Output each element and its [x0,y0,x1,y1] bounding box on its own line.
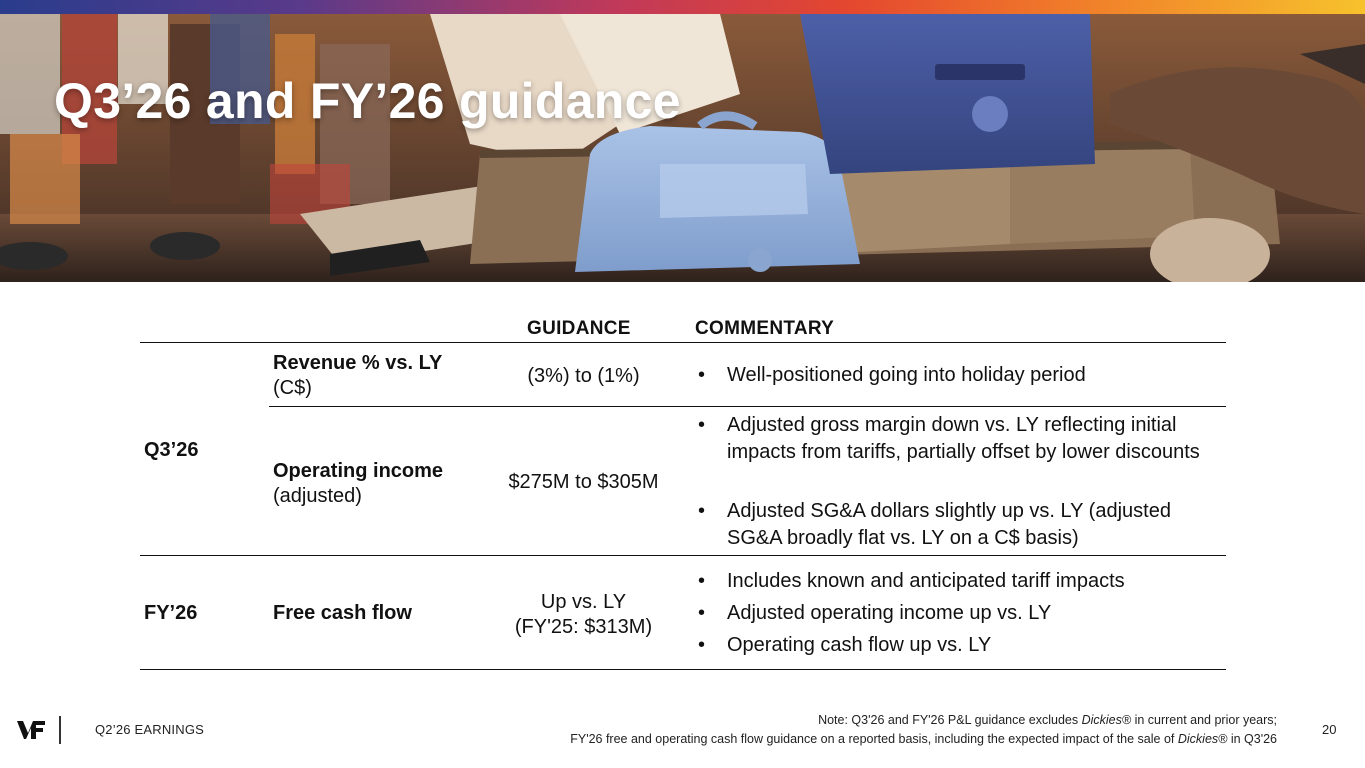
commentary-text: Operating cash flow up vs. LY [727,634,992,656]
page-number: 20 [1322,722,1337,737]
metric-operating-income-label: Operating income [273,460,444,482]
bullet-dot: • [698,414,706,436]
footnote-line-2: FY'26 free and operating cash flow guidance on a reported basis, including the expected impact of the sale of Dickies® in Q3'26 [570,732,1277,746]
bullet-dot: • [698,500,706,522]
footnote-line-1: Note: Q3'26 and FY'26 P&L guidance excludes Dickies® in current and prior years; [818,713,1277,727]
header-guidance: GUIDANCE [527,318,631,339]
header-divider [140,342,1226,343]
metric-operating-income-sub: (adjusted) [273,485,362,507]
footer-separator [59,716,61,744]
section-divider [140,555,1226,556]
commentary-text: Includes known and anticipated tariff impacts [727,570,1125,592]
bullet-dot: • [698,570,706,592]
footer-section-label: Q2’26 EARNINGS [95,722,205,737]
metric-operating-income [273,459,503,509]
vf-logo-icon [16,718,46,742]
row-divider [269,406,1226,407]
bullet-dot: • [698,634,706,656]
market-scene-illustration [0,14,1365,282]
guidance-operating-income: $275M to $305M [508,471,659,493]
commentary-text: Adjusted gross margin down vs. LY reflecting initial impacts from tariffs, partially offset by lower discounts [727,414,1200,463]
bullet-dot: • [698,364,706,386]
metric-revenue-sub: (C$) [273,377,312,399]
commentary-text: Adjusted operating income up vs. LY [727,602,1052,624]
page-title: Q3’26 and FY’26 guidance [54,73,681,129]
brand-gradient-bar [0,0,1365,14]
table-bottom-border [140,669,1226,670]
commentary-text: Adjusted SG&A dollars slightly up vs. LY (adjusted SG&A broadly flat vs. LY on a C$ basis) [727,500,1171,549]
period-fy: FY’26 [144,602,198,624]
metric-revenue-label: Revenue % vs. LY [273,352,443,374]
guidance-free-cash-flow [496,590,671,640]
header-commentary: COMMENTARY [695,318,835,339]
footnote [477,711,1277,749]
metric-free-cash-flow: Free cash flow [273,602,412,624]
metric-revenue [273,351,503,401]
bullet-dot: • [698,602,706,624]
guidance-fcf-line1: Up vs. LY [540,591,627,613]
guidance-fcf-line2: (FY'25: $313M) [514,616,653,638]
hero-image [0,14,1365,282]
guidance-revenue: (3%) to (1%) [527,365,640,387]
period-q3: Q3’26 [144,439,199,461]
commentary-text: Well-positioned going into holiday period [727,364,1086,386]
